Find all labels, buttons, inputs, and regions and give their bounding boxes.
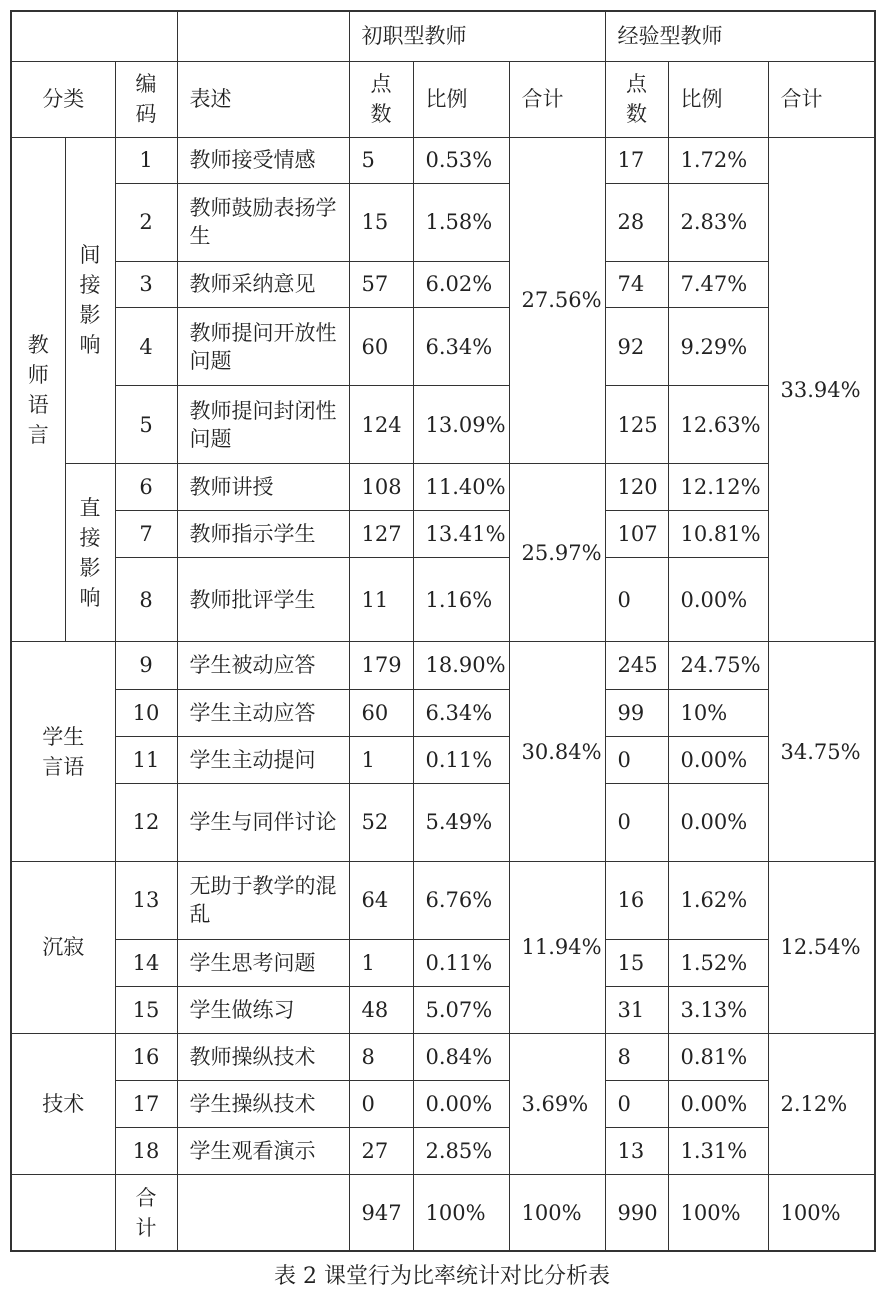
behavior-ratio-table — [10, 10, 876, 1252]
header-group-expert: 经验型教师 — [605, 11, 875, 61]
expert-ratio-cell: 9.29% — [668, 307, 768, 385]
novice-subtotal-technology: 3.69% — [509, 1034, 605, 1175]
novice-ratio-cell: 0.84% — [413, 1034, 509, 1081]
expert-count-cell: 120 — [605, 464, 668, 511]
expert-ratio-cell: 0.81% — [668, 1034, 768, 1081]
novice-ratio-cell: 1.58% — [413, 183, 509, 261]
header-expert-count: 点数 — [605, 61, 668, 137]
total-blank-cell — [11, 1175, 115, 1251]
novice-subtotal-silence: 11.94% — [509, 861, 605, 1033]
expert-count-cell: 99 — [605, 689, 668, 736]
code-cell: 6 — [115, 464, 177, 511]
expert-subtotal-technology: 2.12% — [768, 1034, 875, 1175]
description-cell: 学生被动应答 — [177, 642, 349, 689]
expert-ratio-cell: 0.00% — [668, 783, 768, 861]
expert-ratio-cell: 12.63% — [668, 386, 768, 464]
table-row — [11, 642, 875, 689]
description-cell: 教师提问封闭性问题 — [177, 386, 349, 464]
expert-ratio-cell: 7.47% — [668, 261, 768, 307]
header-blank-cell — [11, 11, 177, 61]
expert-ratio-cell: 3.13% — [668, 986, 768, 1033]
novice-count-cell: 179 — [349, 642, 413, 689]
novice-ratio-cell: 0.00% — [413, 1081, 509, 1128]
total-expert-total: 100% — [768, 1175, 875, 1251]
novice-subtotal-direct: 25.97% — [509, 464, 605, 642]
expert-ratio-cell: 1.31% — [668, 1128, 768, 1175]
expert-ratio-cell: 0.00% — [668, 736, 768, 783]
expert-count-cell: 125 — [605, 386, 668, 464]
description-cell: 教师操纵技术 — [177, 1034, 349, 1081]
total-expert-count: 990 — [605, 1175, 668, 1251]
novice-count-cell: 11 — [349, 558, 413, 642]
table-row — [11, 1081, 875, 1128]
novice-subtotal-indirect: 27.56% — [509, 137, 605, 464]
novice-count-cell: 57 — [349, 261, 413, 307]
novice-count-cell: 48 — [349, 986, 413, 1033]
description-cell: 教师指示学生 — [177, 511, 349, 558]
novice-ratio-cell: 6.34% — [413, 689, 509, 736]
category-teacher-language: 教师语言 — [11, 137, 65, 642]
code-cell: 3 — [115, 261, 177, 307]
code-cell: 18 — [115, 1128, 177, 1175]
description-cell: 学生思考问题 — [177, 939, 349, 986]
subcategory-indirect-influence: 间接影响 — [65, 137, 115, 464]
expert-ratio-cell: 1.52% — [668, 939, 768, 986]
total-label: 合计 — [115, 1175, 177, 1251]
description-cell: 学生做练习 — [177, 986, 349, 1033]
novice-ratio-cell: 0.53% — [413, 137, 509, 183]
expert-count-cell: 0 — [605, 1081, 668, 1128]
code-cell: 5 — [115, 386, 177, 464]
description-cell: 学生与同伴讨论 — [177, 783, 349, 861]
description-cell: 教师批评学生 — [177, 558, 349, 642]
table-row — [11, 783, 875, 861]
header-code: 编码 — [115, 61, 177, 137]
header-expert-total: 合计 — [768, 61, 875, 137]
novice-count-cell: 64 — [349, 861, 413, 939]
code-cell: 13 — [115, 861, 177, 939]
table-row — [11, 137, 875, 183]
novice-count-cell: 52 — [349, 783, 413, 861]
code-cell: 7 — [115, 511, 177, 558]
novice-ratio-cell: 5.07% — [413, 986, 509, 1033]
expert-subtotal-student: 34.75% — [768, 642, 875, 861]
header-row-groups — [11, 11, 875, 61]
total-novice-total: 100% — [509, 1175, 605, 1251]
novice-ratio-cell: 0.11% — [413, 939, 509, 986]
expert-subtotal-teacher: 33.94% — [768, 137, 875, 642]
code-cell: 1 — [115, 137, 177, 183]
expert-count-cell: 107 — [605, 511, 668, 558]
novice-count-cell: 108 — [349, 464, 413, 511]
expert-count-cell: 31 — [605, 986, 668, 1033]
novice-count-cell: 15 — [349, 183, 413, 261]
table-row — [11, 736, 875, 783]
expert-count-cell: 0 — [605, 558, 668, 642]
expert-count-cell: 8 — [605, 1034, 668, 1081]
table-caption: 表 2 课堂行为比率统计对比分析表 — [274, 1264, 610, 1289]
novice-ratio-cell: 13.41% — [413, 511, 509, 558]
description-cell: 教师采纳意见 — [177, 261, 349, 307]
subcategory-direct-influence: 直接影响 — [65, 464, 115, 642]
expert-count-cell: 74 — [605, 261, 668, 307]
novice-count-cell: 27 — [349, 1128, 413, 1175]
description-cell: 学生主动应答 — [177, 689, 349, 736]
novice-count-cell: 1 — [349, 736, 413, 783]
total-novice-ratio: 100% — [413, 1175, 509, 1251]
category-silence: 沉寂 — [11, 861, 115, 1033]
expert-count-cell: 13 — [605, 1128, 668, 1175]
table-row — [11, 986, 875, 1033]
table-row — [11, 307, 875, 385]
expert-count-cell: 0 — [605, 736, 668, 783]
novice-ratio-cell: 6.76% — [413, 861, 509, 939]
description-cell: 无助于教学的混乱 — [177, 861, 349, 939]
expert-ratio-cell: 12.12% — [668, 464, 768, 511]
expert-ratio-cell: 24.75% — [668, 642, 768, 689]
novice-ratio-cell: 11.40% — [413, 464, 509, 511]
code-cell: 15 — [115, 986, 177, 1033]
table-row — [11, 386, 875, 464]
header-group-novice: 初职型教师 — [349, 11, 605, 61]
expert-ratio-cell: 1.72% — [668, 137, 768, 183]
code-cell: 8 — [115, 558, 177, 642]
novice-ratio-cell: 5.49% — [413, 783, 509, 861]
header-category: 分类 — [11, 61, 115, 137]
code-cell: 17 — [115, 1081, 177, 1128]
expert-count-cell: 0 — [605, 783, 668, 861]
description-cell: 教师鼓励表扬学生 — [177, 183, 349, 261]
code-cell: 10 — [115, 689, 177, 736]
expert-count-cell: 17 — [605, 137, 668, 183]
novice-ratio-cell: 6.02% — [413, 261, 509, 307]
novice-ratio-cell: 1.16% — [413, 558, 509, 642]
code-cell: 16 — [115, 1034, 177, 1081]
description-cell: 教师讲授 — [177, 464, 349, 511]
description-cell: 教师接受情感 — [177, 137, 349, 183]
table-row — [11, 511, 875, 558]
table-row — [11, 689, 875, 736]
expert-count-cell: 245 — [605, 642, 668, 689]
table-row — [11, 464, 875, 511]
table-row — [11, 939, 875, 986]
description-cell: 教师提问开放性问题 — [177, 307, 349, 385]
novice-count-cell: 60 — [349, 689, 413, 736]
novice-count-cell: 5 — [349, 137, 413, 183]
table-row — [11, 1128, 875, 1175]
table-row — [11, 861, 875, 939]
expert-subtotal-silence: 12.54% — [768, 861, 875, 1033]
novice-count-cell: 0 — [349, 1081, 413, 1128]
novice-ratio-cell: 13.09% — [413, 386, 509, 464]
header-novice-count: 点数 — [349, 61, 413, 137]
total-blank-cell — [177, 1175, 349, 1251]
table-row — [11, 1034, 875, 1081]
expert-ratio-cell: 1.62% — [668, 861, 768, 939]
code-cell: 9 — [115, 642, 177, 689]
novice-count-cell: 60 — [349, 307, 413, 385]
code-cell: 2 — [115, 183, 177, 261]
header-row-columns — [11, 61, 875, 137]
expert-count-cell: 28 — [605, 183, 668, 261]
expert-ratio-cell: 0.00% — [668, 558, 768, 642]
novice-ratio-cell: 18.90% — [413, 642, 509, 689]
novice-count-cell: 1 — [349, 939, 413, 986]
code-cell: 14 — [115, 939, 177, 986]
expert-ratio-cell: 0.00% — [668, 1081, 768, 1128]
total-novice-count: 947 — [349, 1175, 413, 1251]
novice-ratio-cell: 0.11% — [413, 736, 509, 783]
description-cell: 学生观看演示 — [177, 1128, 349, 1175]
novice-ratio-cell: 6.34% — [413, 307, 509, 385]
expert-count-cell: 92 — [605, 307, 668, 385]
novice-count-cell: 8 — [349, 1034, 413, 1081]
table-row — [11, 558, 875, 642]
header-novice-total: 合计 — [509, 61, 605, 137]
header-blank-cell — [177, 11, 349, 61]
total-row — [11, 1175, 875, 1251]
expert-ratio-cell: 10% — [668, 689, 768, 736]
code-cell: 4 — [115, 307, 177, 385]
novice-count-cell: 124 — [349, 386, 413, 464]
expert-ratio-cell: 10.81% — [668, 511, 768, 558]
category-technology: 技术 — [11, 1034, 115, 1175]
novice-subtotal-student: 30.84% — [509, 642, 605, 861]
expert-count-cell: 15 — [605, 939, 668, 986]
header-novice-ratio: 比例 — [413, 61, 509, 137]
expert-count-cell: 16 — [605, 861, 668, 939]
table-row — [11, 261, 875, 307]
code-cell: 12 — [115, 783, 177, 861]
category-student-language: 学生言语 — [11, 642, 115, 861]
table-row — [11, 183, 875, 261]
expert-ratio-cell: 2.83% — [668, 183, 768, 261]
header-description: 表述 — [177, 61, 349, 137]
novice-ratio-cell: 2.85% — [413, 1128, 509, 1175]
novice-count-cell: 127 — [349, 511, 413, 558]
total-expert-ratio: 100% — [668, 1175, 768, 1251]
description-cell: 学生操纵技术 — [177, 1081, 349, 1128]
code-cell: 11 — [115, 736, 177, 783]
description-cell: 学生主动提问 — [177, 736, 349, 783]
header-expert-ratio: 比例 — [668, 61, 768, 137]
